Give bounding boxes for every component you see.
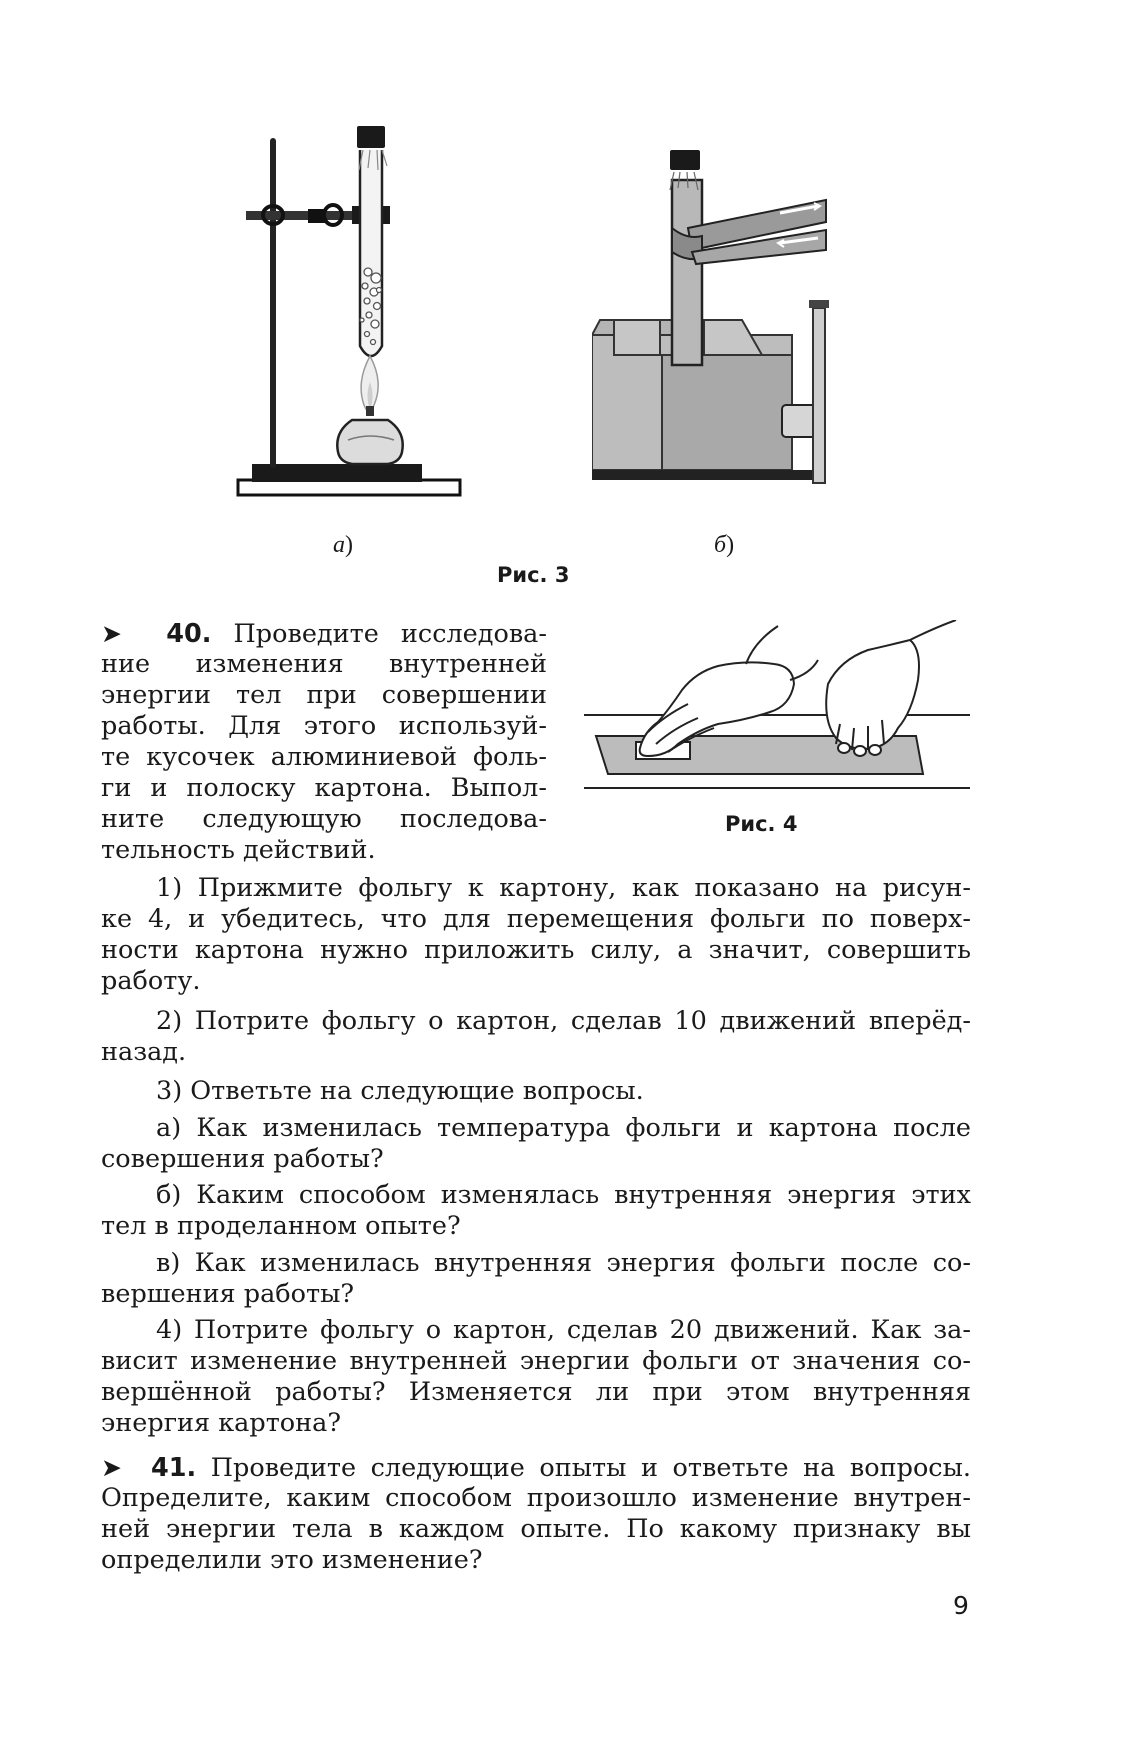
task-arrow-icon: ➤: [101, 1453, 122, 1482]
task-40-intro-line: ните следующую последова-: [101, 804, 547, 834]
step-4-line: 4) Потрите фольгу о картон, сделав 20 движений. Как за-: [156, 1315, 971, 1345]
task-40-intro-line: работы. Для этого используй-: [101, 711, 547, 741]
task-41-number: 41.: [151, 1453, 197, 1483]
task-41-line: Определите, каким способом произошло изменение внутрен-: [101, 1483, 971, 1513]
task-40-step-2: [101, 1006, 971, 1068]
task-40-intro-line-1: ➤ 40. Проведите исследова-: [101, 619, 548, 649]
page-number: 9: [953, 1591, 969, 1620]
figure-4-title: Рис. 4: [725, 812, 798, 836]
task-40-step-3: [101, 1076, 971, 1107]
task-40-step-4: [101, 1315, 971, 1439]
right-hand: [826, 620, 956, 756]
task-40-question-a: [101, 1113, 971, 1175]
step-4-line: вершённой работы? Изменяется ли при этом внутренняя: [101, 1377, 971, 1407]
question-v-line: вершения работы?: [101, 1279, 355, 1309]
question-a-line: совершения работы?: [101, 1144, 384, 1174]
task-40-intro-line: ние изменения внутренней: [101, 649, 547, 679]
stand-rod: [270, 138, 276, 468]
step-1-line: ке 4, и убедитесь, что для перемещения фольги по поверх-: [101, 904, 971, 934]
figure-3b-illustration: [592, 140, 872, 520]
step-2-line: назад.: [101, 1037, 187, 1067]
figure-3b-label: б): [714, 532, 735, 558]
task-40-number: 40.: [166, 619, 212, 649]
stand-base: [238, 480, 460, 495]
task-41-line-1: ➤ 41. Проведите следующие опыты и ответьте на вопросы.: [101, 1453, 971, 1483]
task-41-line: ней энергии тела в каждом опыте. По какому признаку вы: [101, 1514, 971, 1544]
task-40-question-v: [101, 1248, 971, 1310]
task-40-intro-line: те кусочек алюминиевой фоль-: [101, 742, 547, 772]
step-1-line: работу.: [101, 966, 201, 996]
question-v-line: в) Как изменилась внутренняя энергия фольги после со-: [156, 1248, 971, 1278]
task-40-intro-line: тельность действий.: [101, 835, 376, 865]
step-3-line: 3) Ответьте на следующие вопросы.: [156, 1076, 644, 1106]
task-arrow-icon: ➤: [101, 619, 122, 648]
figure-4-illustration: [578, 620, 976, 795]
task-40-step-1: [101, 873, 971, 997]
question-b-line: б) Каким способом изменялась внутренняя энергия этих: [156, 1180, 971, 1210]
figure-3a-illustration: [230, 120, 470, 520]
spirit-lamp: [337, 406, 402, 464]
task-41-line: определили это изменение?: [101, 1545, 483, 1575]
question-a-line: а) Как изменилась температура фольги и картона после: [156, 1113, 971, 1143]
step-1-line: ности картона нужно приложить силу, а значит, совершить: [101, 935, 971, 965]
task-41: [101, 1452, 971, 1576]
step-4-line: висит изменение внутренней энергии фольги от значения со-: [101, 1346, 971, 1376]
step-2-line: 2) Потрите фольгу о картон, сделав 10 движений вперёд-: [156, 1006, 971, 1036]
task-40-intro: [101, 618, 547, 866]
vise-handle: [813, 308, 825, 483]
task-40-question-b: [101, 1180, 971, 1242]
figure-3-title: Рис. 3: [497, 563, 570, 587]
vise: [592, 300, 829, 483]
question-b-line: тел в проделанном опыте?: [101, 1211, 461, 1241]
figure-3a-label: а): [333, 532, 353, 558]
step-4-line: энергия картона?: [101, 1408, 342, 1438]
task-40-intro-line: ги и полоску картона. Выпол-: [101, 773, 547, 803]
step-1-line: 1) Прижмите фольгу к картону, как показано на рисун-: [156, 873, 971, 903]
task-40-intro-line: энергии тел при совершении: [101, 680, 547, 710]
